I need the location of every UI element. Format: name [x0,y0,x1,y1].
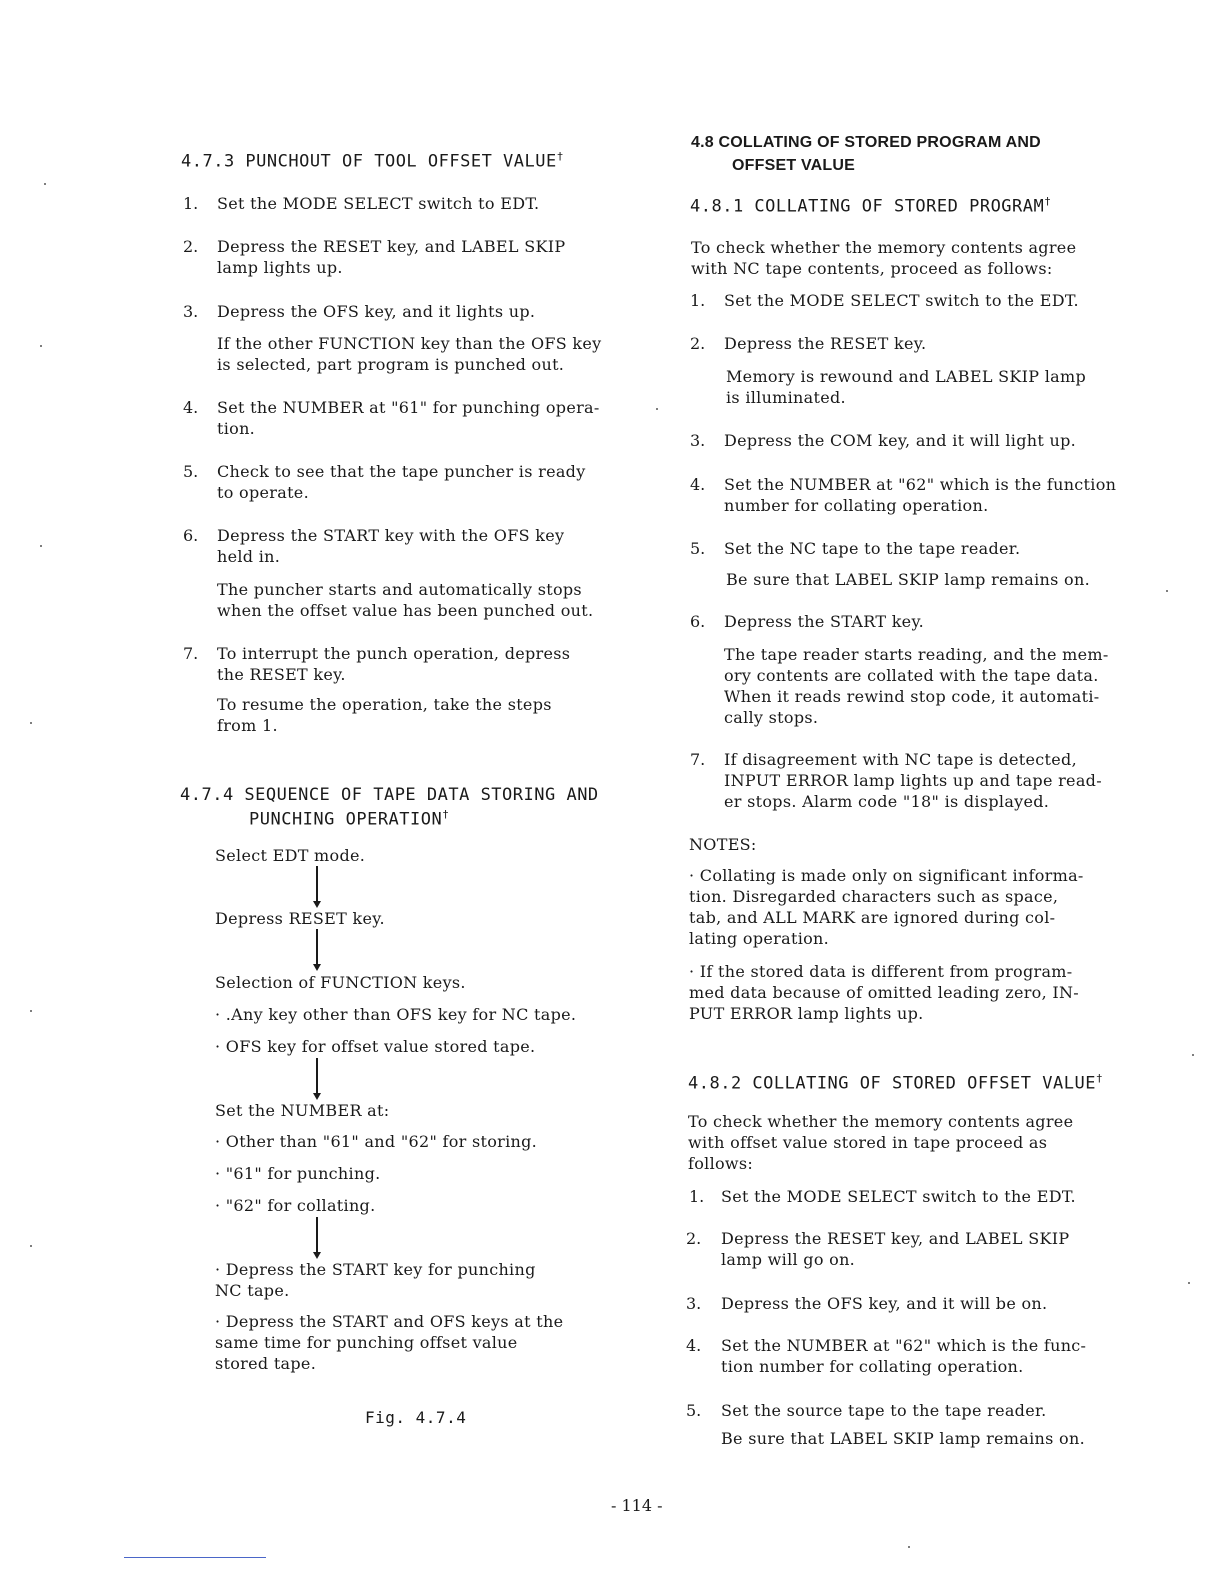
footer-rule [124,1557,266,1558]
flow-bullet: · Other than "61" and "62" for storing. [215,1132,538,1151]
notes-label: NOTES: [689,835,757,854]
scan-speck [44,183,46,185]
step-text: Depress the RESET key. [724,334,927,353]
step-number: 1. [689,1187,705,1206]
flow-arrow-icon [316,1058,318,1094]
step-number: 3. [686,1294,702,1313]
scan-speck [1166,590,1168,592]
scan-speck [40,545,42,547]
step-number: 2. [690,334,706,353]
step-text: Depress the START key. [724,612,925,631]
step-number: 4. [183,398,199,417]
flow-bullet: · "62" for collating. [215,1196,376,1215]
scan-speck [656,408,658,410]
section-4-7-3-heading: 4.7.3 PUNCHOUT OF TOOL OFFSET VALUE† [181,150,564,172]
step-text: Depress the OFS key, and it will be on. [721,1294,1048,1313]
scan-speck [30,1010,32,1012]
step-text: Set the NUMBER at "61" for punching opera- tion. [217,398,600,438]
step-text: Set the NUMBER at "62" which is the function number for collating operation. [724,475,1117,515]
step-note: The tape reader starts reading, and the mem- ory contents are collated with the tape data. When it reads rewind stop code, it automati- cally stops. [724,645,1109,727]
section-4-7-4-heading: 4.7.4 SEQUENCE OF TAPE DATA STORING AND [180,785,599,805]
step-text: Depress the RESET key, and LABEL SKIP lamp lights up. [217,237,566,277]
flow-step-set-number: Set the NUMBER at: [215,1101,390,1120]
section-4-8-2-heading: 4.8.2 COLLATING OF STORED OFFSET VALUE† [688,1072,1104,1094]
note-bullet: · Collating is made only on significant informa- tion. Disregarded characters such as space, tab, and ALL MARK are ignored during col- lating operation. [689,866,1084,948]
step-number: 3. [690,431,706,450]
step-number: 5. [686,1401,702,1420]
step-text: To interrupt the punch operation, depress the RESET key. [217,644,571,684]
flow-bullet: · Depress the START and OFS keys at the same time for punching offset value stored tape. [215,1312,564,1373]
step-text: Depress the RESET key, and LABEL SKIP lamp will go on. [721,1229,1070,1269]
flow-bullet: · OFS key for offset value stored tape. [215,1037,536,1056]
scan-speck [30,722,32,724]
step-text: Set the NC tape to the tape reader. [724,539,1021,558]
step-number: 5. [690,539,706,558]
step-number: 4. [690,475,706,494]
flow-arrow-icon [316,1217,318,1253]
step-text: Check to see that the tape puncher is ready to operate. [217,462,586,502]
section-4-8-heading: 4.8 COLLATING OF STORED PROGRAM AND [691,134,1041,151]
section-4-8-1-heading: 4.8.1 COLLATING OF STORED PROGRAM† [690,195,1052,217]
page-number: - 114 - [611,1496,663,1515]
step-text: Set the MODE SELECT switch to the EDT. [721,1187,1076,1206]
step-number: 7. [690,750,706,769]
step-number: 5. [183,462,199,481]
step-text: Set the source tape to the tape reader. [721,1401,1047,1420]
step-note: Memory is rewound and LABEL SKIP lamp is illuminated. [726,367,1086,407]
scan-speck [40,345,42,347]
flow-arrow-icon [316,929,318,965]
step-number: 2. [686,1229,702,1248]
step-text: Set the MODE SELECT switch to EDT. [217,194,540,213]
step-text: If disagreement with NC tape is detected, INPUT ERROR lamp lights up and tape read- er stops. Alarm code "18" is displayed. [724,750,1102,811]
flow-arrow-icon [316,866,318,902]
section-4-8-heading-cont: OFFSET VALUE [732,157,855,174]
step-number: 6. [690,612,706,631]
section-intro: To check whether the memory contents agree with NC tape contents, proceed as follows: [691,238,1077,278]
step-number: 6. [183,526,199,545]
step-number: 1. [690,291,706,310]
flow-bullet: · "61" for punching. [215,1164,381,1183]
flow-step-select-edt: Select EDT mode. [215,846,366,865]
scan-speck [1188,1282,1190,1284]
step-number: 7. [183,644,199,663]
step-note: If the other FUNCTION key than the OFS key is selected, part program is punched out. [217,334,602,374]
step-number: 2. [183,237,199,256]
flow-step-function-keys: Selection of FUNCTION keys. [215,973,466,992]
figure-caption: Fig. 4.7.4 [365,1408,467,1427]
scan-speck [1192,1054,1194,1056]
step-note: Be sure that LABEL SKIP lamp remains on. [726,570,1090,589]
step-text: Depress the OFS key, and it lights up. [217,302,536,321]
step-text: Depress the COM key, and it will light up. [724,431,1076,450]
flow-step-depress-reset: Depress RESET key. [215,909,385,928]
step-note: To resume the operation, take the steps from 1. [217,695,552,735]
step-note: The puncher starts and automatically stops when the offset value has been punched out. [217,580,594,620]
step-text: Set the MODE SELECT switch to the EDT. [724,291,1079,310]
section-4-7-4-heading-cont: PUNCHING OPERATION† [249,808,450,830]
section-intro: To check whether the memory contents agree with offset value stored in tape proceed as follows: [688,1112,1074,1173]
step-text: Depress the START key with the OFS key held in. [217,526,565,566]
flow-bullet: · Depress the START key for punching NC tape. [215,1260,536,1300]
flow-bullet: · .Any key other than OFS key for NC tape. [215,1005,577,1024]
note-bullet: · If the stored data is different from program- med data because of omitted leading zero, IN- PUT ERROR lamp lights up. [689,962,1079,1023]
step-number: 4. [686,1336,702,1355]
step-note: Be sure that LABEL SKIP lamp remains on. [721,1429,1085,1448]
scan-speck [908,1546,910,1548]
step-number: 3. [183,302,199,321]
step-text: Set the NUMBER at "62" which is the func- tion number for collating operation. [721,1336,1087,1376]
step-number: 1. [183,194,199,213]
scan-speck [30,1245,32,1247]
